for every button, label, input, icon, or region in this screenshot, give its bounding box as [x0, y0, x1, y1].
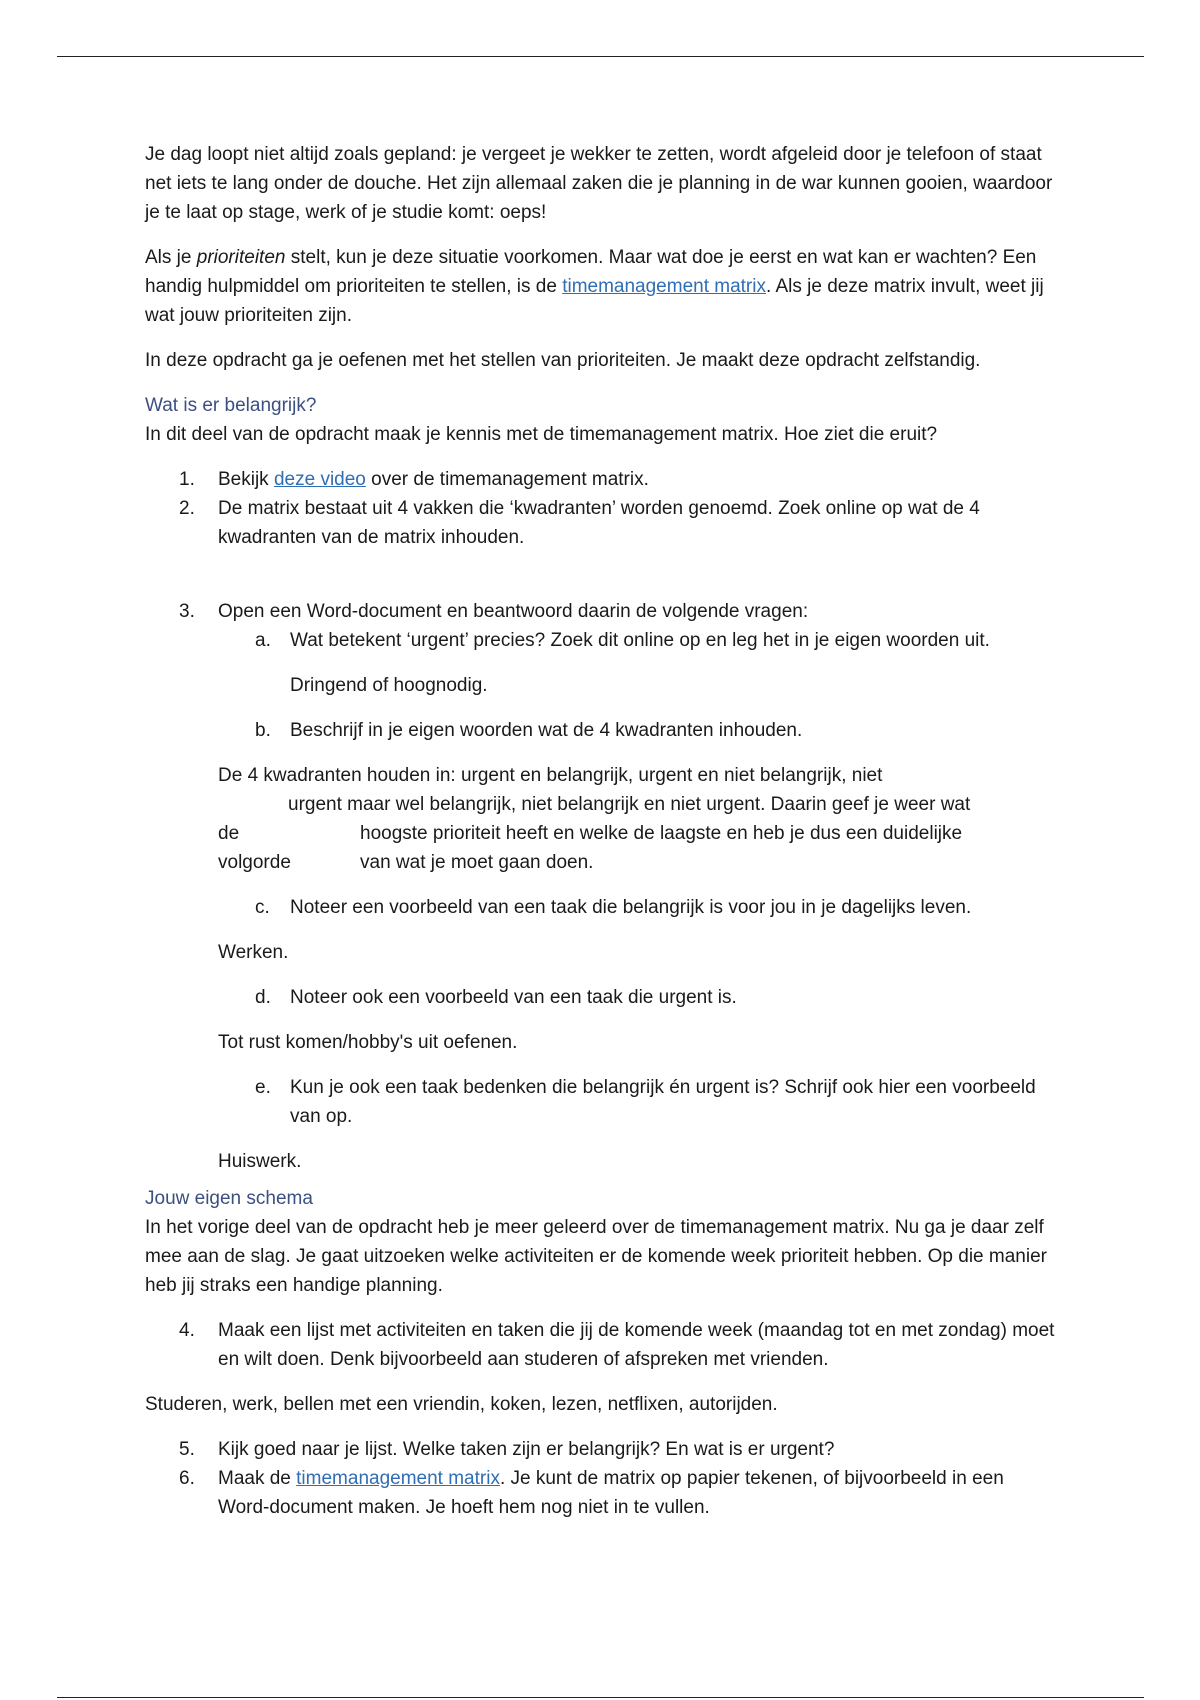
question-list-1	[145, 465, 1055, 626]
sub-letter: e.	[255, 1077, 271, 1098]
intro-paragraph-3: In deze opdracht ga je oefenen met het stellen van prioriteiten. Je maakt deze opdracht zelfstandig.	[145, 350, 981, 371]
sub-question-e	[145, 1073, 1055, 1131]
intro-text: Als je	[145, 247, 197, 268]
intro-paragraph-2	[145, 243, 1055, 330]
list-item-4	[145, 1316, 1055, 1374]
list-text: Maak een lijst met activiteiten en taken die jij de komende week (maandag tot en met zondag) moet en wilt doen. Denk bijvoorbeeld aan studeren of afspreken met vrienden.	[218, 1320, 1055, 1370]
answer-b-line: de	[218, 823, 240, 844]
deze-video-link[interactable]: deze video	[273, 469, 366, 490]
list-text: Maak de	[218, 1468, 297, 1489]
timemanagement-matrix-link-2[interactable]: timemanagement matrix	[296, 1468, 500, 1489]
list-number: 2.	[179, 498, 195, 519]
list-text: De matrix bestaat uit 4 vakken die ‘kwadranten’ worden genoemd. Zoek online op wat de 4 kwadranten van de matrix inhouden.	[218, 498, 980, 548]
header-rule	[57, 56, 1144, 57]
list-number: 3.	[179, 601, 195, 622]
answer-4: Studeren, werk, bellen met een vriendin, koken, lezen, netflixen, autorijden.	[145, 1394, 778, 1415]
sub-letter: d.	[255, 987, 271, 1008]
answer-b	[145, 761, 1055, 877]
list-number: 5.	[179, 1439, 195, 1460]
list-number: 6.	[179, 1468, 195, 1489]
answer-a: Dringend of hoognodig.	[290, 675, 488, 696]
sub-question-c	[145, 893, 1055, 922]
sub-letter: a.	[255, 630, 271, 651]
list-number: 4.	[179, 1320, 195, 1341]
answer-e: Huiswerk.	[218, 1151, 302, 1172]
section-heading-belangrijk: Wat is er belangrijk?	[145, 395, 317, 416]
list-item-5	[145, 1435, 1055, 1464]
document-page	[145, 140, 1055, 1522]
list-item-1	[145, 465, 1055, 494]
list-text: Bekijk	[218, 469, 274, 490]
sub-question-text: Wat betekent ‘urgent’ precies? Zoek dit online op en leg het in je eigen woorden uit.	[290, 630, 990, 651]
section2-intro: In het vorige deel van de opdracht heb je meer geleerd over de timemanagement matrix. Nu ga je daar zelf mee aan de slag. Je gaat uitzoeken welke activiteiten er de komende week prioriteit hebben. Op die manier heb jij straks een handige planning.	[145, 1217, 1047, 1296]
section1-intro: In dit deel van de opdracht maak je kennis met de timemanagement matrix. Hoe ziet die eruit?	[145, 424, 938, 445]
sub-question-text: Noteer ook een voorbeeld van een taak die urgent is.	[290, 987, 737, 1008]
sub-question-b	[145, 716, 1055, 745]
section-heading-schema: Jouw eigen schema	[145, 1188, 313, 1209]
intro-text: . Als je deze matrix invult, weet jij wat jouw prioriteiten zijn.	[145, 276, 1044, 326]
list-text: Open een Word-document en beantwoord daarin de volgende vragen:	[218, 601, 809, 622]
answer-b-line: volgorde	[218, 852, 291, 873]
list-text: Kijk goed naar je lijst. Welke taken zijn er belangrijk? En wat is er urgent?	[218, 1439, 835, 1460]
answer-b-line: van wat je moet gaan doen.	[360, 852, 594, 873]
sub-question-a	[145, 626, 1055, 655]
list-number: 1.	[179, 469, 195, 490]
question-list-2	[145, 1435, 1055, 1522]
sub-question-text: Beschrijf in je eigen woorden wat de 4 kwadranten inhouden.	[290, 720, 803, 741]
sub-question-d	[145, 983, 1055, 1012]
answer-b-line: hoogste prioriteit heeft en welke de laagste en heb je dus een duidelijke	[360, 823, 963, 844]
list-item-2	[145, 494, 1055, 552]
answer-b-line: urgent maar wel belangrijk, niet belangrijk en niet urgent. Daarin geef je weer wat	[288, 794, 971, 815]
answer-d: Tot rust komen/hobby's uit oefenen.	[218, 1032, 518, 1053]
sub-letter: c.	[255, 897, 270, 918]
list-text: over de timemanagement matrix.	[365, 469, 649, 490]
answer-b-line: De 4 kwadranten houden in: urgent en belangrijk, urgent en niet belangrijk, niet	[218, 765, 883, 786]
emphasis-prioriteiten: prioriteiten	[196, 247, 286, 268]
footer-rule	[57, 1697, 1144, 1698]
sub-letter: b.	[255, 720, 271, 741]
list-text: . Je kunt de matrix op papier tekenen, of bijvoorbeeld in een Word-document maken. Je hoeft hem nog niet in te vullen.	[218, 1468, 1004, 1518]
sub-question-text: Noteer een voorbeeld van een taak die belangrijk is voor jou in je dagelijks leven.	[290, 897, 972, 918]
answer-c: Werken.	[218, 942, 289, 963]
list-item-3	[145, 597, 1055, 626]
list-item-6	[145, 1464, 1055, 1522]
intro-text: stelt, kun je deze situatie voorkomen. Maar wat doe je eerst en wat kan er wachten? Een handig hulpmiddel om prioriteiten te stellen, is de	[145, 247, 1037, 297]
timemanagement-matrix-link[interactable]: timemanagement matrix	[562, 276, 766, 297]
sub-question-text: Kun je ook een taak bedenken die belangrijk én urgent is? Schrijf ook hier een voorbeeld van op.	[290, 1077, 1036, 1127]
intro-paragraph-1: Je dag loopt niet altijd zoals gepland: je vergeet je wekker te zetten, wordt afgeleid door je telefoon of staat net iets te lang onder de douche. Het zijn allemaal zaken die je planning in de war kunnen gooien, waardoor je te laat op stage, werk of je studie komt: oeps!	[145, 144, 1053, 223]
